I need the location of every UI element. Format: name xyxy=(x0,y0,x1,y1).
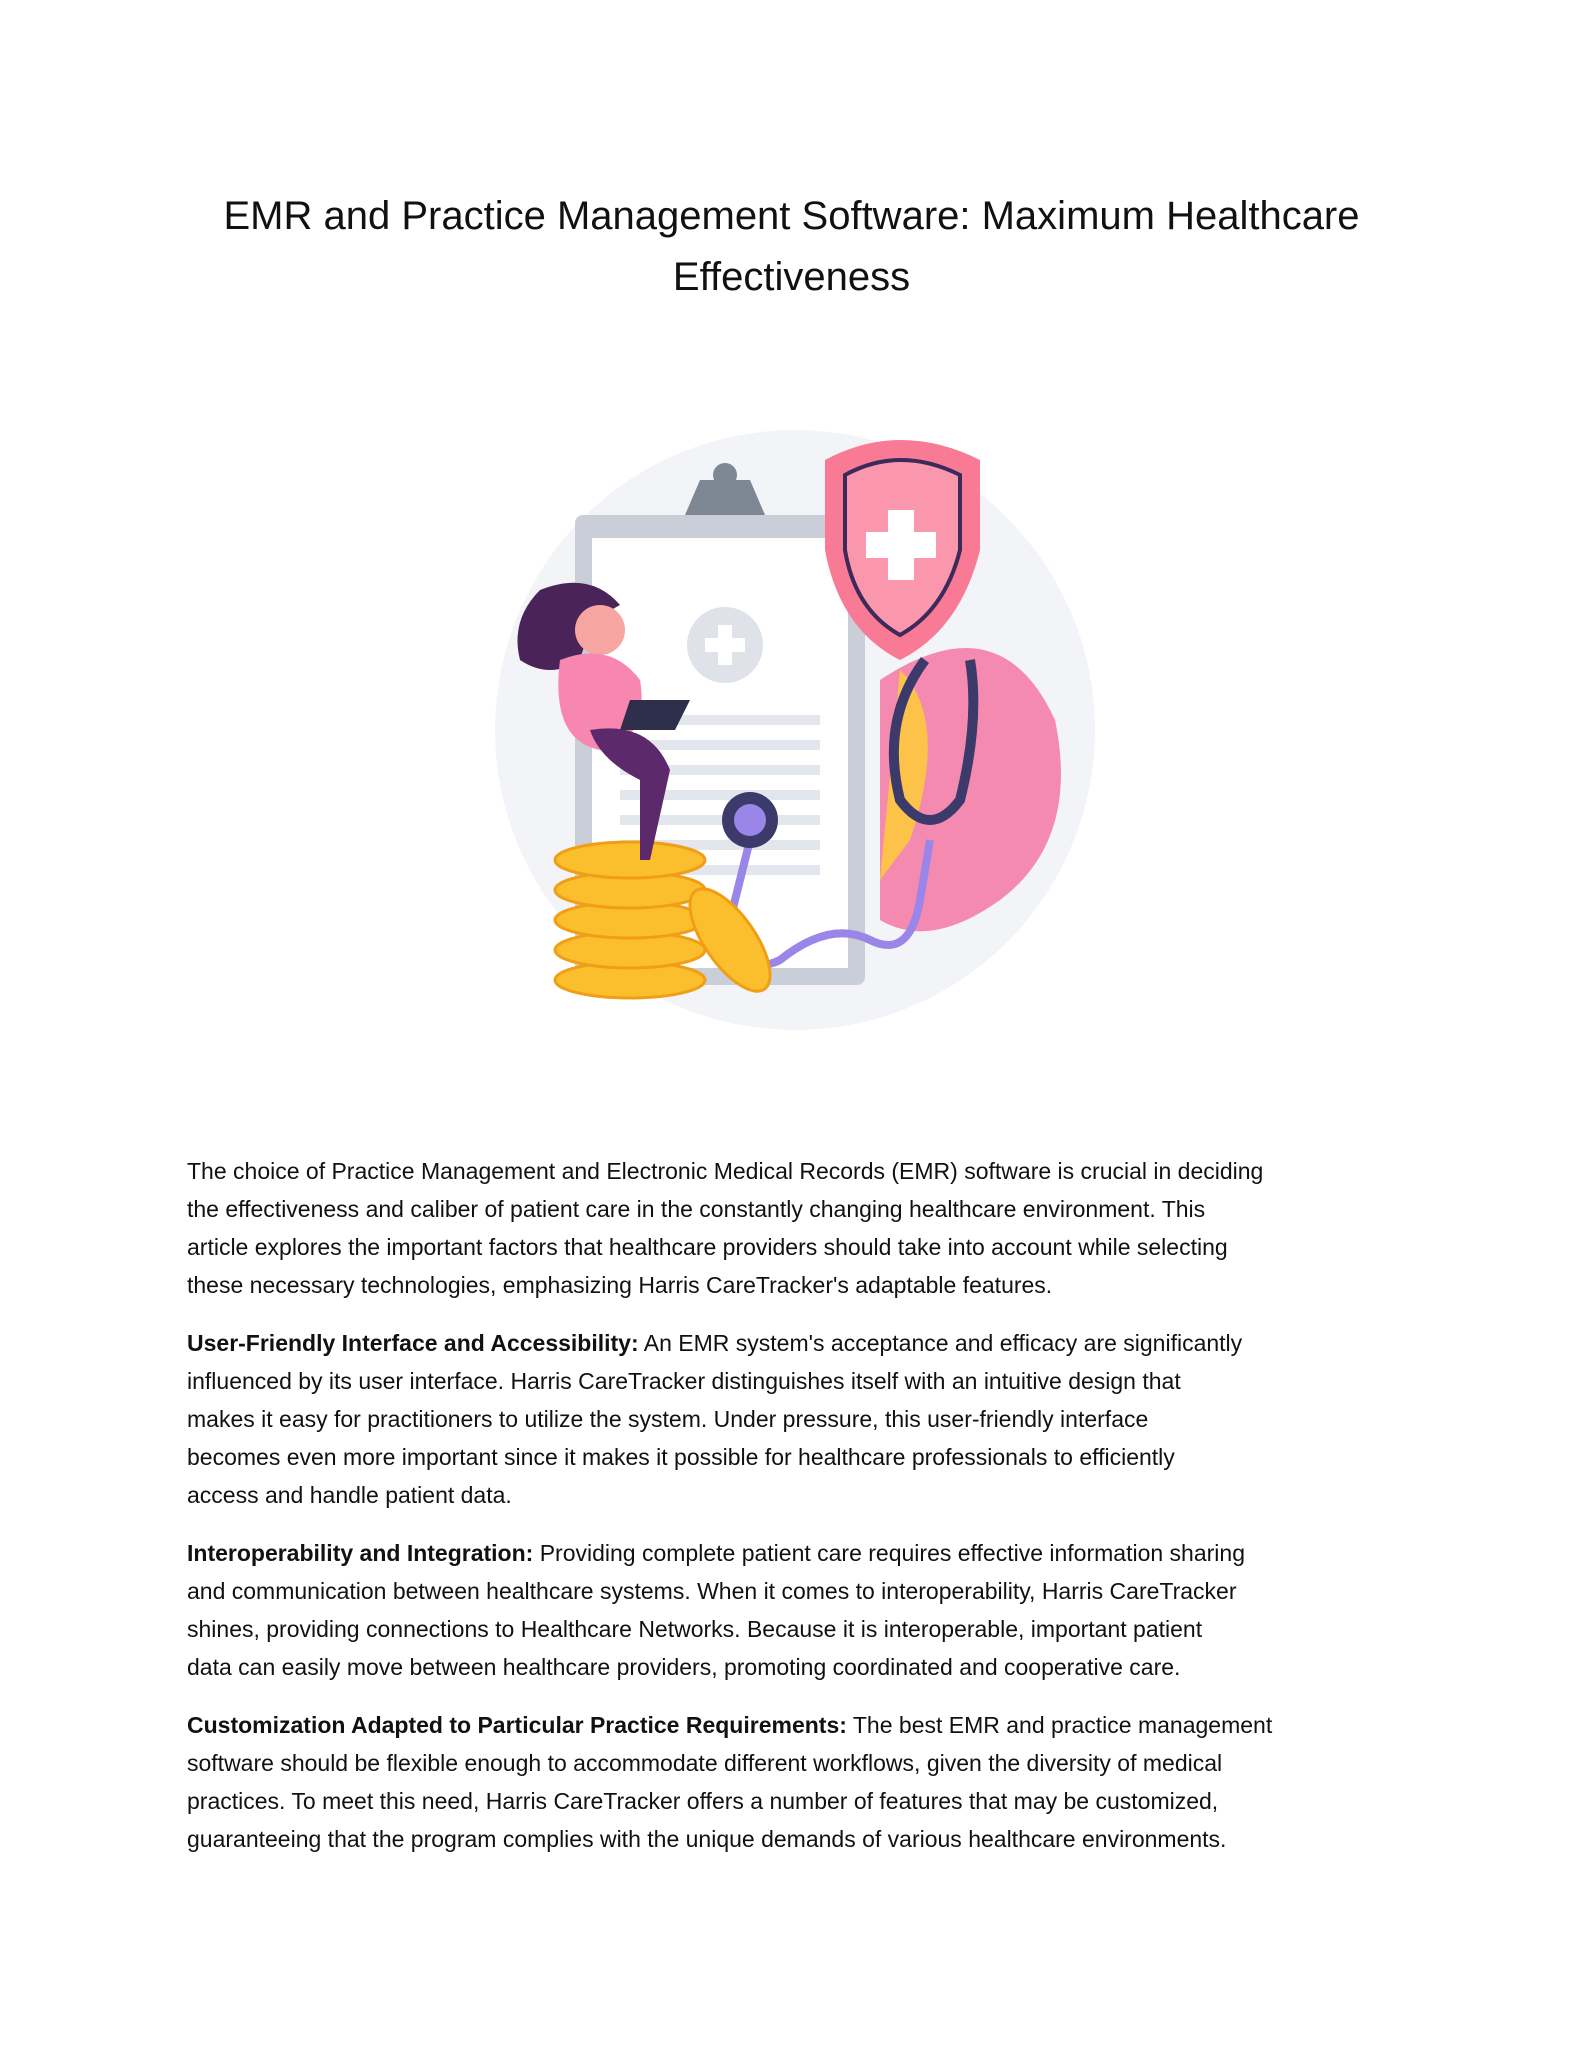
text-line: the effectiveness and caliber of patient care in the constantly changing healthcare environment. This xyxy=(187,1196,1206,1222)
text-line: practices. To meet this need, Harris CareTracker offers a number of features that may be customized, xyxy=(187,1788,1219,1814)
intro-paragraph xyxy=(187,1152,1427,1304)
text-line: shines, providing connections to Healthcare Networks. Because it is interoperable, important patient xyxy=(187,1616,1203,1642)
text-line xyxy=(187,1706,1427,1744)
medical-records-illustration xyxy=(480,420,1120,1040)
text-line xyxy=(187,1324,1427,1362)
text-line: software should be flexible enough to accommodate different workflows, given the diversity of medical xyxy=(187,1750,1223,1776)
text-line: and communication between healthcare systems. When it comes to interoperability, Harris CareTracker xyxy=(187,1578,1237,1604)
user-friendly-paragraph xyxy=(187,1324,1427,1514)
text-run: The best EMR and practice management xyxy=(846,1712,1273,1738)
customization-paragraph xyxy=(187,1706,1427,1858)
text-line: becomes even more important since it makes it possible for healthcare professionals to efficiently xyxy=(187,1444,1175,1470)
document-title xyxy=(0,186,1583,308)
text-line: these necessary technologies, emphasizing Harris CareTracker's adaptable features. xyxy=(187,1272,1053,1298)
text-line: article explores the important factors that healthcare providers should take into account while selecting xyxy=(187,1234,1228,1260)
text-line: data can easily move between healthcare providers, promoting coordinated and cooperative care. xyxy=(187,1654,1181,1680)
title-line-2: Effectiveness xyxy=(672,255,911,299)
section-label: User-Friendly Interface and Accessibility: xyxy=(187,1330,639,1356)
interoperability-paragraph xyxy=(187,1534,1427,1686)
text-line: makes it easy for practitioners to utilize the system. Under pressure, this user-friendly interface xyxy=(187,1406,1149,1432)
text-line: access and handle patient data. xyxy=(187,1482,512,1508)
text-line: guaranteeing that the program complies with the unique demands of various healthcare environments. xyxy=(187,1826,1227,1852)
section-label: Customization Adapted to Particular Practice Requirements: xyxy=(187,1712,847,1738)
text-line xyxy=(187,1534,1427,1572)
text-line: influenced by its user interface. Harris CareTracker distinguishes itself with an intuitive design that xyxy=(187,1368,1181,1394)
text-run: An EMR system's acceptance and efficacy are significantly xyxy=(638,1330,1243,1356)
title-line-1: EMR and Practice Management Software: Maximum Healthcare xyxy=(223,194,1360,238)
text-run: Providing complete patient care requires effective information sharing xyxy=(533,1540,1245,1566)
text-line: The choice of Practice Management and Electronic Medical Records (EMR) software is crucial in deciding xyxy=(187,1158,1264,1184)
section-label: Interoperability and Integration: xyxy=(187,1540,534,1566)
article-body xyxy=(187,1152,1427,1878)
